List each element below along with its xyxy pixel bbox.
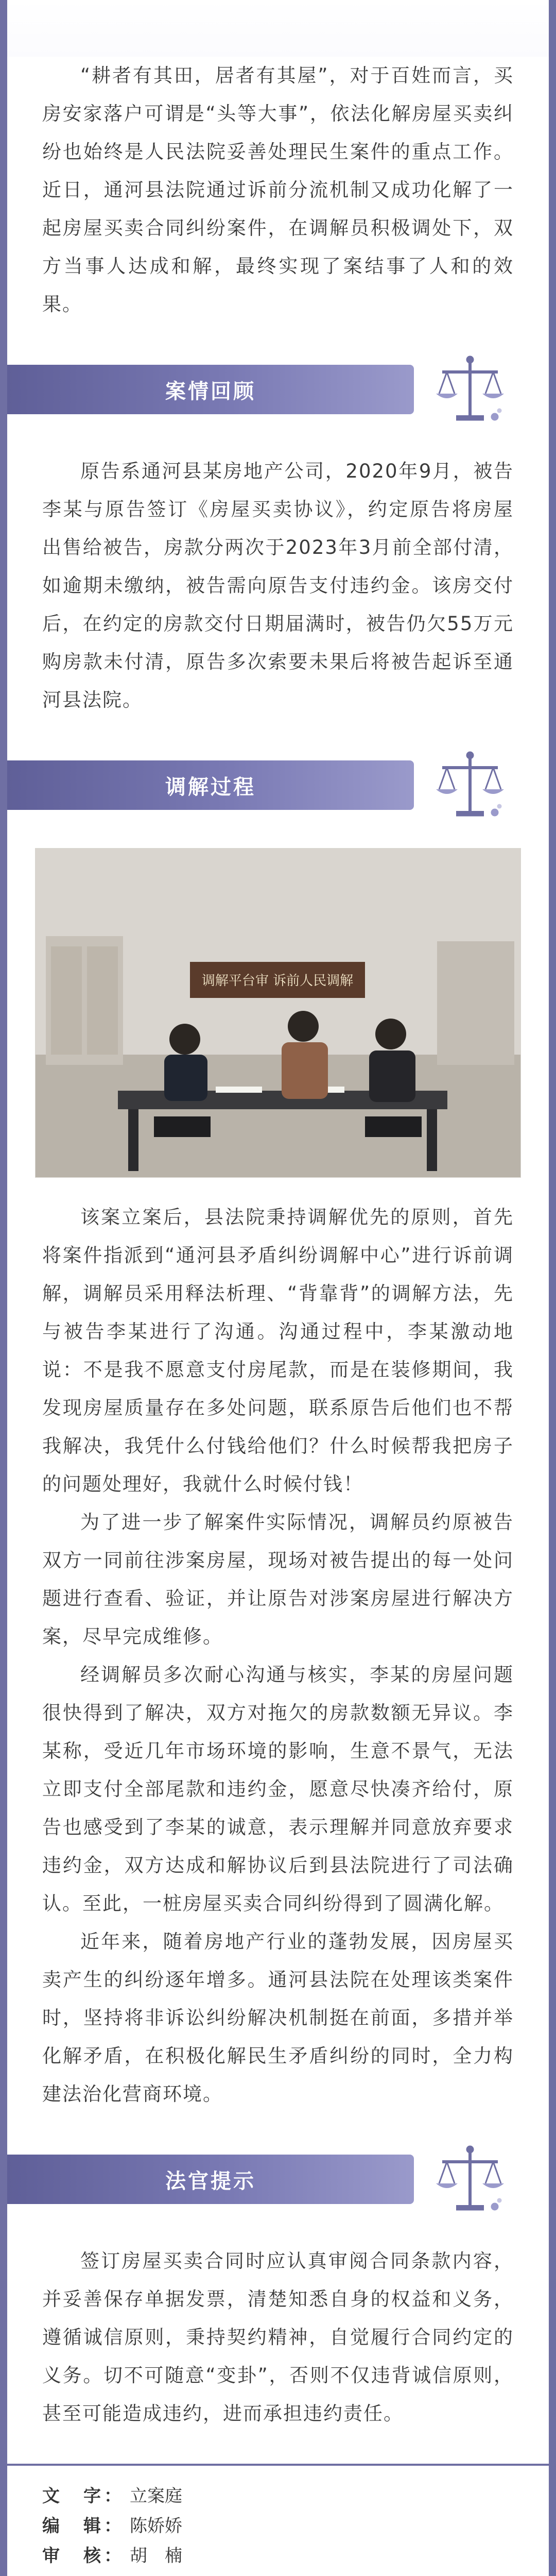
process-paragraph-2: 为了进一步了解案件实际情况，调解员约原被告双方一同前往涉案房屋，现场对被告提出的每一处问题进行查看、验证，并让原告对涉案房屋进行解决方案，尽早完成维修。: [42, 1511, 514, 1648]
credit-label: 编 辑：: [42, 2516, 125, 2536]
section-bar-process: [7, 760, 414, 810]
credit-value: 陈娇娇: [130, 2516, 182, 2536]
scales-of-justice-icon: [431, 746, 509, 823]
process-paragraph-3: 经调解员多次耐心沟通与核实，李某的房屋问题很快得到了解决，双方对拖欠的房款数额无异议。李某称，受近几年市场环境的影响，生意不景气，无法立即支付全部尾款和违约金，愿意尽快凑齐给付，原告也感受到了李某的诚意，表示理解并同意放弃要求违约金，双方达成和解协议后到县法院进行了司法确认。至此，一桩房屋买卖合同纠纷得到了圆满化解。: [42, 1664, 514, 1914]
section-header-tips: [7, 2134, 549, 2222]
section-bar-tips: [7, 2155, 414, 2204]
mediation-room-illustration: [36, 849, 521, 1178]
section-title-process: 调解过程: [165, 775, 256, 799]
credit-row-writer: [42, 2481, 514, 2511]
credit-label: 审 核：: [42, 2546, 125, 2566]
scales-of-justice-icon: [431, 2140, 509, 2217]
section-title-tips: 法官提示: [165, 2169, 256, 2193]
section-title-case: 案情回顾: [165, 379, 256, 403]
credit-value: 立案庭: [130, 2486, 182, 2506]
intro-paragraph: “耕者有其田，居者有其屋”，对于百姓而言，买房安家落户可谓是“头等大事”，依法化解房屋买卖纠纷也始终是人民法院妥善处理民生案件的重点工作。近日，通河县法院通过诉前分流机制又成功化解了一起房屋买卖合同纠纷案件，在调解员积极调处下，双方当事人达成和解，最终实现了案结事了人和的效果。: [42, 64, 514, 315]
credit-value: 胡 楠: [130, 2546, 182, 2566]
case-paragraph: 原告系通河县某房地产公司，2020年9月，被告李某与原告签订《房屋买卖协议》，约定原告将房屋出售给被告，房款分两次于2023年3月前全部付清，如逾期未缴纳，被告需向原告支付违约金。该房交付后，在约定的房款交付日期届满时，被告仍欠55万元购房款未付清，原告多次索要未果后将被告起诉至通河县法院。: [42, 460, 514, 711]
credit-label: 文 字：: [42, 2486, 125, 2506]
mediation-photo: [35, 848, 521, 1178]
credits-block: [7, 2464, 549, 2576]
process-paragraph-1: 该案立案后，县法院秉持调解优先的原则，首先将案件指派到“通河县矛盾纠纷调解中心”进行诉前调解，调解员采用释法析理、“背靠背”的调解方法，先与被告李某进行了沟通。沟通过程中，李某激动地说：不是我不愿意支付房尾款，而是在装修期间，我发现房屋质量存在多处问题，联系原告后他们也不帮我解决，我凭什么付钱给他们？什么时候帮我把房子的问题处理好，我就什么时候付钱！: [42, 1206, 514, 1495]
credit-row-reviewer: [42, 2541, 514, 2571]
tips-paragraph: 签订房屋买卖合同时应认真审阅合同条款内容，并妥善保存单据发票，清楚知悉自身的权益和义务，遵循诚信原则，秉持契约精神，自觉履行合同约定的义务。切不可随意“变卦”，否则不仅违背诚信原则，甚至可能造成违约，进而承担违约责任。: [42, 2250, 514, 2425]
credit-row-editor: [42, 2511, 514, 2541]
mediation-sign: 调解平台审 诉前人民调解: [201, 973, 354, 989]
top-spacer: [7, 0, 549, 57]
section-header-case: [7, 344, 549, 432]
scales-of-justice-icon: [431, 350, 509, 428]
section-bar-case: [7, 365, 414, 414]
process-paragraph-4: 近年来，随着房地产行业的蓬勃发展，因房屋买卖产生的纠纷逐年增多。通河县法院在处理该类案件时，坚持将非诉讼纠纷解决机制挺在前面，多措并举化解矛盾，在积极化解民生矛盾纠纷的同时，全力构建法治化营商环境。: [42, 1930, 514, 2105]
section-header-process: [7, 740, 549, 827]
